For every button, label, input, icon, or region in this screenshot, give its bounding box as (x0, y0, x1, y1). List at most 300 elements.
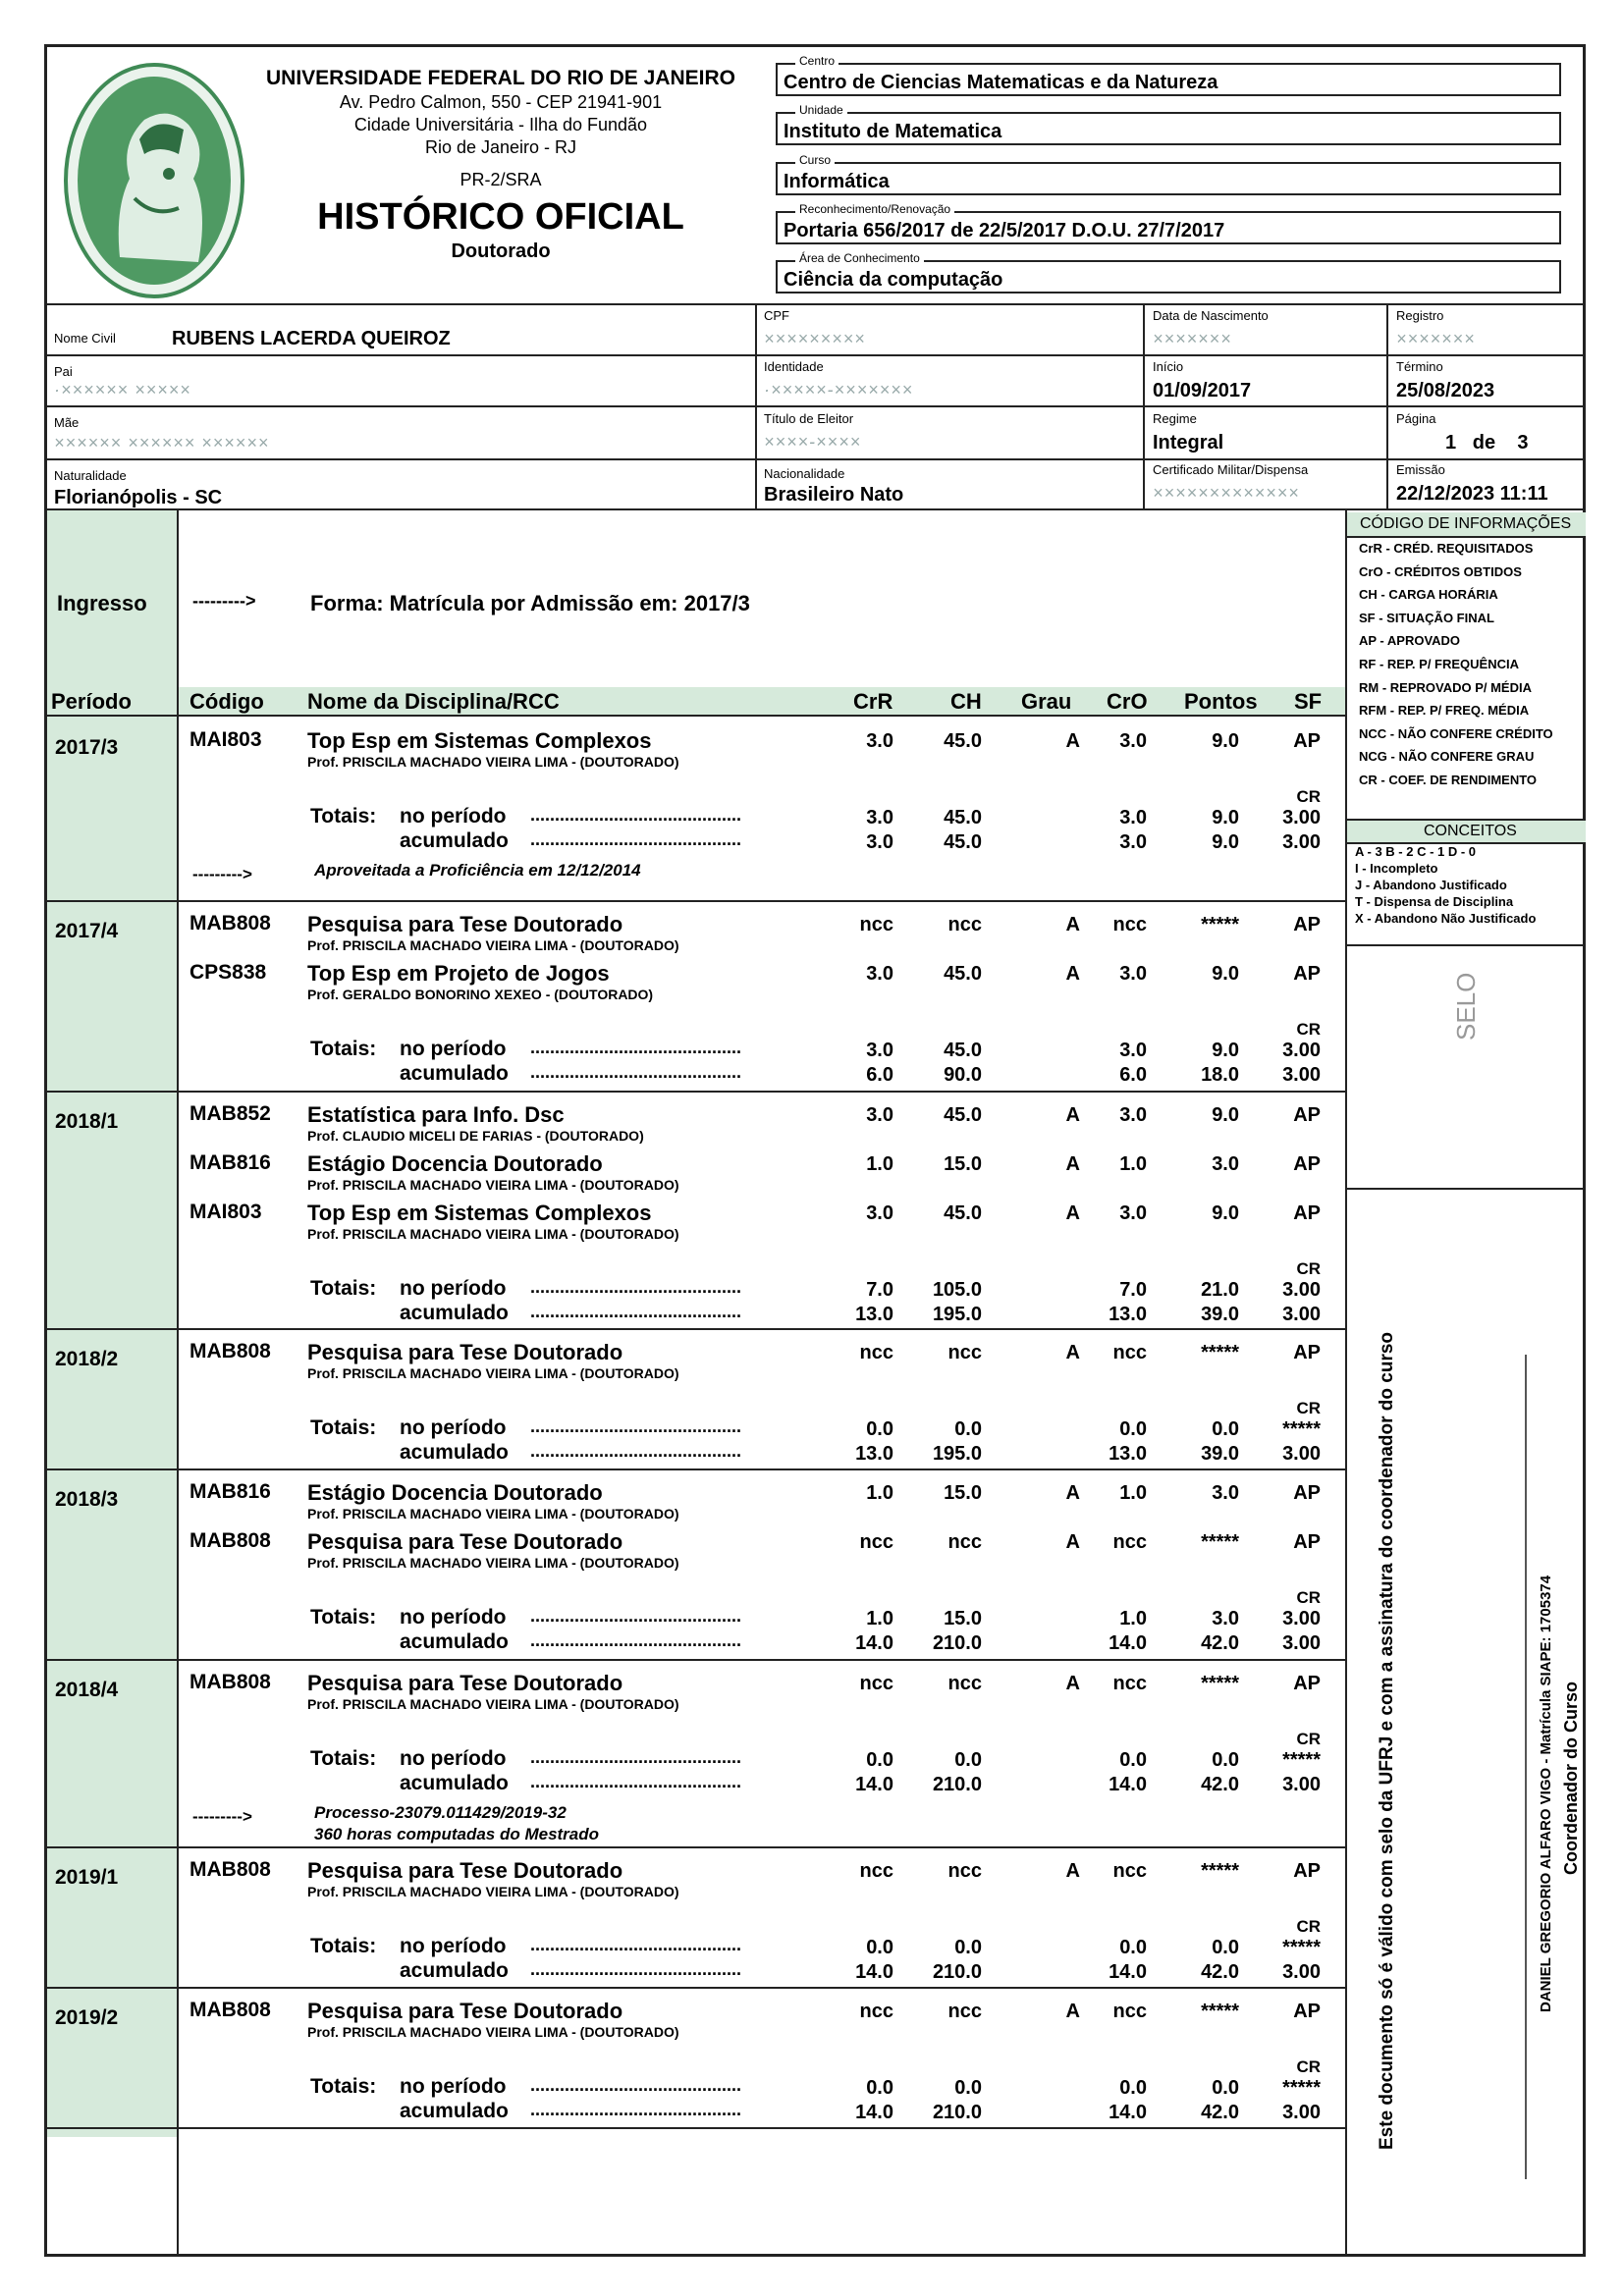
period-name: 2019/1 (55, 1866, 119, 1889)
acumulado-total: 3.0 (866, 831, 893, 853)
course-code: CPS838 (189, 961, 267, 984)
periodo-total: 21.0 (1201, 1279, 1239, 1301)
department: PR-2/SRA (460, 170, 542, 189)
period-name: 2018/3 (55, 1488, 119, 1511)
coordinator-role: Coordenador do Curso (1561, 1682, 1581, 1875)
periodo-total: 9.0 (1212, 807, 1239, 828)
course-grau: A (1065, 1104, 1080, 1126)
regime-label: Regime (1153, 411, 1197, 426)
acumulado-total: 195.0 (932, 1443, 982, 1465)
course-sf: AP (1293, 1153, 1321, 1175)
acumulado-total: 210.0 (932, 2102, 982, 2123)
acumulado-total: 3.00 (1282, 1632, 1321, 1654)
course-code: MAB816 (189, 1151, 271, 1174)
area-field: Área de Conhecimento Ciência da computação (776, 260, 1561, 294)
course-name: Top Esp em Projeto de Jogos (307, 961, 610, 986)
dots-periodo: ........................................... (530, 1038, 742, 1057)
cpf-label: CPF (764, 308, 789, 323)
course-professor: Prof. PRISCILA MACHADO VIEIRA LIMA - (DOUTORADO) (307, 1226, 679, 1242)
identidade-label: Identidade (764, 359, 824, 374)
course-name: Pesquisa para Tese Doutorado (307, 1340, 623, 1364)
student-name: RUBENS LACERDA QUEIROZ (172, 328, 451, 349)
course-professor: Prof. PRISCILA MACHADO VIEIRA LIMA - (DOUTORADO) (307, 1884, 679, 1899)
acumulado-total: 3.00 (1282, 1304, 1321, 1325)
termino-value: 25/08/2023 (1396, 380, 1495, 401)
regime-value: Integral (1153, 432, 1224, 454)
course-ch: 45.0 (944, 963, 982, 985)
course-crr: ncc (859, 1531, 893, 1553)
dots-acumulado: ........................................... (530, 1062, 742, 1082)
course-crr: 1.0 (866, 1153, 893, 1175)
periodo-total: 1.0 (866, 1608, 893, 1629)
course-ch: ncc (947, 1860, 982, 1882)
course-cro: 1.0 (1119, 1482, 1147, 1504)
course-pontos: ***** (1201, 1531, 1239, 1553)
header-periodo: Período (51, 689, 132, 714)
periodo-total: 1.0 (1119, 1608, 1147, 1629)
periodo-total: 0.0 (954, 1937, 982, 1958)
legend-item: RM - REPROVADO P/ MÉDIA (1359, 679, 1532, 695)
course-cro: ncc (1112, 1531, 1147, 1553)
course-pontos: ***** (1201, 1673, 1239, 1694)
periodo-total: ***** (1282, 1937, 1321, 1958)
course-crr: ncc (859, 1860, 893, 1882)
acumulado-total: 3.00 (1282, 2102, 1321, 2123)
acumulado-total: 14.0 (855, 2102, 893, 2123)
periodo-total: 3.00 (1282, 1040, 1321, 1061)
acumulado-label: acumulado (400, 1630, 509, 1653)
dots-periodo: ........................................... (530, 1747, 742, 1767)
course-cro: ncc (1112, 1342, 1147, 1363)
titulo-value: ××××-×××× (764, 432, 862, 452)
course-name: Estatística para Info. Dsc (307, 1102, 565, 1127)
acumulado-label: acumulado (400, 1302, 509, 1324)
course-cro: 3.0 (1119, 1202, 1147, 1224)
totals-label: Totais: (310, 1416, 377, 1439)
course-sf: AP (1293, 1482, 1321, 1504)
dots-acumulado: ........................................... (530, 1302, 742, 1321)
acumulado-total: 6.0 (1119, 1064, 1147, 1086)
course-grau: A (1065, 1482, 1080, 1504)
course-pontos: 9.0 (1212, 730, 1239, 752)
mae-label: Mãe (54, 415, 80, 430)
acumulado-total: 3.00 (1282, 1064, 1321, 1086)
totals-label: Totais: (310, 1935, 377, 1957)
periodo-total: 0.0 (1119, 1418, 1147, 1440)
nome-label: Nome Civil (54, 331, 116, 346)
cr-label: CR (1296, 1399, 1321, 1417)
no-periodo-label: no período (400, 805, 507, 828)
course-grau: A (1065, 2001, 1080, 2022)
periodo-total: 0.0 (1212, 2077, 1239, 2099)
university-name: UNIVERSIDADE FEDERAL DO RIO DE JANEIRO (265, 67, 735, 89)
acumulado-total: 90.0 (944, 1064, 982, 1086)
pai-label: Pai (54, 364, 73, 379)
periodo-total: 3.00 (1282, 1608, 1321, 1629)
course-professor: Prof. CLAUDIO MICELI DE FARIAS - (DOUTORADO) (307, 1128, 644, 1144)
dots-periodo: ........................................... (530, 2075, 742, 2095)
nascimento-value: ××××××× (1153, 329, 1232, 348)
course-grau: A (1065, 1531, 1080, 1553)
dots-periodo: ........................................... (530, 805, 742, 825)
course-name: Pesquisa para Tese Doutorado (307, 1858, 623, 1883)
no-periodo-label: no período (400, 1038, 507, 1060)
ingresso-text: Forma: Matrícula por Admissão em: 2017/3 (310, 591, 750, 615)
course-cro: ncc (1112, 914, 1147, 935)
course-name: Top Esp em Sistemas Complexos (307, 1201, 652, 1225)
course-sf: AP (1293, 914, 1321, 935)
acumulado-total: 3.00 (1282, 1443, 1321, 1465)
course-grau: A (1065, 1342, 1080, 1363)
periodo-total: 0.0 (954, 1749, 982, 1771)
course-ch: ncc (947, 1531, 982, 1553)
course-code: MAI803 (189, 1201, 262, 1223)
periodo-total: 0.0 (954, 1418, 982, 1440)
dots-periodo: ........................................... (530, 1606, 742, 1626)
course-sf: AP (1293, 1342, 1321, 1363)
legend-item: RFM - REP. P/ FREQ. MÉDIA (1359, 703, 1530, 719)
course-code: MAB808 (189, 1858, 271, 1881)
course-professor: Prof. PRISCILA MACHADO VIEIRA LIMA - (DOUTORADO) (307, 1177, 679, 1193)
header-pontos: Pontos (1184, 689, 1258, 714)
inicio-value: 01/09/2017 (1153, 380, 1252, 401)
period-name: 2017/3 (55, 736, 119, 759)
no-periodo-label: no período (400, 2075, 507, 2098)
termino-label: Término (1396, 359, 1443, 374)
course-sf: AP (1293, 1531, 1321, 1553)
registro-value: ××××××× (1396, 329, 1476, 348)
acumulado-total: 3.0 (1119, 831, 1147, 853)
legend-item: SF - SITUAÇÃO FINAL (1359, 610, 1494, 625)
period-name: 2018/2 (55, 1348, 119, 1370)
periodo-total: 3.00 (1282, 807, 1321, 828)
address-line-2: Cidade Universitária - Ilha do Fundão (353, 115, 648, 134)
course-sf: AP (1293, 2001, 1321, 2022)
course-ch: 45.0 (944, 1104, 982, 1126)
course-code: MAB808 (189, 912, 271, 934)
cr-label: CR (1296, 1917, 1321, 1936)
course-cro: ncc (1112, 2001, 1147, 2022)
periodo-total: 0.0 (1119, 2077, 1147, 2099)
periodo-total: 0.0 (1212, 1418, 1239, 1440)
acumulado-total: 42.0 (1201, 1961, 1239, 1983)
conceito-item: T - Dispensa de Disciplina (1355, 894, 1514, 909)
acumulado-total: 42.0 (1201, 1632, 1239, 1654)
periodo-total: 0.0 (866, 1937, 893, 1958)
inicio-label: Início (1153, 359, 1184, 374)
dots-acumulado: ........................................... (530, 1441, 742, 1461)
no-periodo-label: no período (400, 1277, 507, 1300)
note-line-1: Processo-23079.011429/2019-32 (314, 1803, 567, 1822)
acumulado-label: acumulado (400, 1772, 509, 1794)
militar-value: ××××××××××××× (1153, 483, 1300, 503)
naturalidade-label: Naturalidade (54, 468, 127, 483)
ufrj-logo (61, 61, 247, 301)
note-line-1: Aproveitada a Proficiência em 12/12/2014 (314, 861, 641, 880)
periodo-total: 105.0 (932, 1279, 982, 1301)
no-periodo-label: no período (400, 1416, 507, 1439)
no-periodo-label: no período (400, 1935, 507, 1957)
course-ch: ncc (947, 1342, 982, 1363)
periodo-total: ***** (1282, 1418, 1321, 1440)
course-cro: 3.0 (1119, 1104, 1147, 1126)
acumulado-total: 14.0 (1109, 1961, 1147, 1983)
cr-label: CR (1296, 1259, 1321, 1278)
course-crr: 3.0 (866, 1202, 893, 1224)
acumulado-total: 195.0 (932, 1304, 982, 1325)
dots-periodo: ........................................... (530, 1277, 742, 1297)
course-cro: 3.0 (1119, 963, 1147, 985)
course-code: MAB808 (189, 1671, 271, 1693)
dots-acumulado: ........................................... (530, 1959, 742, 1979)
course-code: MAI803 (189, 728, 262, 751)
conceito-item: A - 3 B - 2 C - 1 D - 0 (1355, 844, 1477, 859)
course-pontos: 3.0 (1212, 1482, 1239, 1504)
nacionalidade-value: Brasileiro Nato (764, 484, 904, 506)
legend-item: CR - COEF. DE RENDIMENTO (1359, 772, 1538, 787)
conceito-item: X - Abandono Não Justificado (1355, 911, 1537, 926)
coordinator-name: DANIEL GREGORIO ALFARO VIGO - Matrícula SIAPE: 1705374 (1538, 1575, 1554, 2012)
periodo-total: 3.0 (1212, 1608, 1239, 1629)
signature-line (1525, 1355, 1527, 2179)
period-name: 2017/4 (55, 920, 119, 942)
course-crr: 3.0 (866, 963, 893, 985)
course-sf: AP (1293, 1673, 1321, 1694)
course-crr: 3.0 (866, 1104, 893, 1126)
course-crr: ncc (859, 914, 893, 935)
course-crr: 3.0 (866, 730, 893, 752)
dots-periodo: ........................................... (530, 1935, 742, 1954)
course-grau: A (1065, 1860, 1080, 1882)
cr-label: CR (1296, 2057, 1321, 2076)
ingresso-label: Ingresso (57, 591, 147, 615)
periodo-total: 0.0 (866, 1749, 893, 1771)
periodo-total: 0.0 (1212, 1937, 1239, 1958)
document-title: HISTÓRICO OFICIAL (317, 196, 684, 238)
degree-level: Doutorado (451, 240, 551, 262)
course-sf: AP (1293, 1202, 1321, 1224)
course-pontos: ***** (1201, 2001, 1239, 2022)
course-grau: A (1065, 1202, 1080, 1224)
acumulado-total: 9.0 (1212, 831, 1239, 853)
nacionalidade-label: Nacionalidade (764, 466, 845, 481)
pai-value: ·×××××× ××××× (54, 380, 191, 400)
ingresso-arrow: ---------> (192, 591, 256, 611)
periodo-total: 3.0 (866, 1040, 893, 1061)
totals-label: Totais: (310, 1606, 377, 1629)
acumulado-total: 3.00 (1282, 1774, 1321, 1795)
periodo-total: 0.0 (866, 1418, 893, 1440)
periodo-total: 45.0 (944, 1040, 982, 1061)
header-cro: CrO (1107, 689, 1148, 714)
periodo-total: 0.0 (1212, 1749, 1239, 1771)
course-name: Pesquisa para Tese Doutorado (307, 912, 623, 936)
totals-label: Totais: (310, 1277, 377, 1300)
pagina-label: Página (1396, 411, 1436, 426)
acumulado-total: 13.0 (1109, 1443, 1147, 1465)
course-professor: Prof. PRISCILA MACHADO VIEIRA LIMA - (DOUTORADO) (307, 1696, 679, 1712)
reconhecimento-field: Reconhecimento/Renovação Portaria 656/2017 de 22/5/2017 D.O.U. 27/7/2017 (776, 211, 1561, 244)
totals-label: Totais: (310, 805, 377, 828)
emissao-label: Emissão (1396, 462, 1445, 477)
periodo-total: 45.0 (944, 807, 982, 828)
acumulado-total: 3.00 (1282, 831, 1321, 853)
acumulado-total: 210.0 (932, 1961, 982, 1983)
course-pontos: 9.0 (1212, 1202, 1239, 1224)
acumulado-label: acumulado (400, 829, 509, 852)
acumulado-total: 18.0 (1201, 1064, 1239, 1086)
course-ch: 15.0 (944, 1153, 982, 1175)
legend-item: AP - APROVADO (1359, 633, 1461, 649)
acumulado-label: acumulado (400, 2100, 509, 2122)
course-professor: Prof. PRISCILA MACHADO VIEIRA LIMA - (DOUTORADO) (307, 1506, 679, 1522)
acumulado-total: 13.0 (855, 1443, 893, 1465)
conceito-item: I - Incompleto (1355, 861, 1438, 876)
course-professor: Prof. PRISCILA MACHADO VIEIRA LIMA - (DOUTORADO) (307, 1555, 679, 1571)
course-sf: AP (1293, 1860, 1321, 1882)
dots-acumulado: ........................................... (530, 1772, 742, 1791)
cr-label: CR (1296, 1588, 1321, 1607)
acumulado-total: 3.00 (1282, 1961, 1321, 1983)
course-pontos: 9.0 (1212, 963, 1239, 985)
header-grau: Grau (1021, 689, 1072, 714)
course-code: MAB808 (189, 1999, 271, 2021)
course-professor: Prof. PRISCILA MACHADO VIEIRA LIMA - (DOUTORADO) (307, 754, 679, 770)
course-code: MAB808 (189, 1340, 271, 1362)
periodo-total: 0.0 (866, 2077, 893, 2099)
note-arrow: ---------> (192, 1807, 252, 1826)
course-grau: A (1065, 914, 1080, 935)
minerva-emblem-icon (61, 61, 247, 301)
legend-item: RF - REP. P/ FREQUÊNCIA (1359, 656, 1520, 671)
header-nome: Nome da Disciplina/RCC (307, 689, 560, 714)
acumulado-total: 14.0 (855, 1632, 893, 1654)
dots-acumulado: ........................................... (530, 1630, 742, 1650)
header-sf: SF (1294, 689, 1323, 714)
acumulado-total: 14.0 (855, 1961, 893, 1983)
conceitos-title: CONCEITOS (1424, 823, 1517, 839)
acumulado-total: 42.0 (1201, 1774, 1239, 1795)
course-ch: 45.0 (944, 1202, 982, 1224)
legend-item: CH - CARGA HORÁRIA (1359, 587, 1498, 603)
course-professor: Prof. PRISCILA MACHADO VIEIRA LIMA - (DOUTORADO) (307, 937, 679, 953)
course-crr: ncc (859, 2001, 893, 2022)
dots-acumulado: ........................................... (530, 2100, 742, 2119)
course-pontos: ***** (1201, 1342, 1239, 1363)
course-grau: A (1065, 1673, 1080, 1694)
mae-value: ×××××× ×××××× ×××××× (54, 433, 270, 453)
emissao-value: 22/12/2023 11:11 (1396, 483, 1548, 505)
note-arrow: ---------> (192, 865, 252, 883)
acumulado-total: 45.0 (944, 831, 982, 853)
acumulado-label: acumulado (400, 1062, 509, 1085)
periodo-total: 15.0 (944, 1608, 982, 1629)
period-name: 2018/4 (55, 1679, 119, 1701)
acumulado-total: 14.0 (855, 1774, 893, 1795)
course-pontos: ***** (1201, 914, 1239, 935)
totals-label: Totais: (310, 2075, 377, 2098)
acumulado-total: 14.0 (1109, 1632, 1147, 1654)
course-ch: 15.0 (944, 1482, 982, 1504)
course-name: Pesquisa para Tese Doutorado (307, 1529, 623, 1554)
acumulado-total: 14.0 (1109, 1774, 1147, 1795)
course-crr: ncc (859, 1673, 893, 1694)
unidade-field: Unidade Instituto de Matematica (776, 112, 1561, 145)
periodo-total: 7.0 (1119, 1279, 1147, 1301)
course-crr: 1.0 (866, 1482, 893, 1504)
course-ch: ncc (947, 2001, 982, 2022)
conceito-item: J - Abandono Justificado (1355, 878, 1507, 892)
legend-item: NCC - NÃO CONFERE CRÉDITO (1359, 725, 1553, 741)
course-cro: 1.0 (1119, 1153, 1147, 1175)
no-periodo-label: no período (400, 1747, 507, 1770)
course-ch: ncc (947, 1673, 982, 1694)
totals-label: Totais: (310, 1038, 377, 1060)
university-header (245, 67, 756, 263)
course-cro: ncc (1112, 1860, 1147, 1882)
periodo-total: 3.0 (866, 807, 893, 828)
registro-label: Registro (1396, 308, 1444, 323)
course-name: Pesquisa para Tese Doutorado (307, 1999, 623, 2023)
legend-title: CÓDIGO DE INFORMAÇÕES (1360, 515, 1572, 532)
titulo-label: Título de Eleitor (764, 411, 854, 426)
centro-field: Centro Centro de Ciencias Matematicas e da Natureza (776, 63, 1561, 96)
acumulado-total: 39.0 (1201, 1304, 1239, 1325)
course-code: MAB816 (189, 1480, 271, 1503)
address-line-1: Av. Pedro Calmon, 550 - CEP 21941-901 (339, 92, 663, 112)
periodo-total: ***** (1282, 2077, 1321, 2099)
legend-list (1359, 537, 1553, 792)
periodo-total: 0.0 (954, 2077, 982, 2099)
acumulado-total: 39.0 (1201, 1443, 1239, 1465)
validity-statement: Este documento só é válido com selo da UFRJ e com a assinatura do coordenador do curso (1377, 1331, 1397, 2150)
address-line-3: Rio de Janeiro - RJ (424, 137, 577, 157)
pagina-value: 1 de 3 (1445, 432, 1529, 454)
cr-label: CR (1296, 787, 1321, 806)
course-name: Top Esp em Sistemas Complexos (307, 728, 652, 753)
nascimento-label: Data de Nascimento (1153, 308, 1269, 323)
cpf-value: ××××××××× (764, 329, 866, 348)
periodo-total: ***** (1282, 1749, 1321, 1771)
periodo-total: 3.0 (1119, 1040, 1147, 1061)
acumulado-total: 210.0 (932, 1774, 982, 1795)
acumulado-total: 42.0 (1201, 2102, 1239, 2123)
note-line-2: 360 horas computadas do Mestrado (314, 1825, 600, 1843)
course-ch: ncc (947, 914, 982, 935)
no-periodo-label: no período (400, 1606, 507, 1629)
conceitos-list (1355, 843, 1536, 927)
course-sf: AP (1293, 1104, 1321, 1126)
periodo-total: 0.0 (1119, 1749, 1147, 1771)
course-sf: AP (1293, 963, 1321, 985)
cr-label: CR (1296, 1020, 1321, 1039)
course-name: Pesquisa para Tese Doutorado (307, 1671, 623, 1695)
dots-acumulado: ........................................... (530, 829, 742, 849)
course-grau: A (1065, 1153, 1080, 1175)
course-pontos: 9.0 (1212, 1104, 1239, 1126)
course-professor: Prof. PRISCILA MACHADO VIEIRA LIMA - (DOUTORADO) (307, 2024, 679, 2040)
header-ch: CH (950, 689, 982, 714)
period-name: 2019/2 (55, 2006, 119, 2029)
legend-item: CrO - CRÉDITOS OBTIDOS (1359, 563, 1522, 579)
acumulado-total: 13.0 (1109, 1304, 1147, 1325)
cr-label: CR (1296, 1730, 1321, 1748)
course-professor: Prof. PRISCILA MACHADO VIEIRA LIMA - (DOUTORADO) (307, 1365, 679, 1381)
course-sf: AP (1293, 730, 1321, 752)
acumulado-label: acumulado (400, 1441, 509, 1464)
legend-item: CrR - CRÉD. REQUISITADOS (1359, 541, 1534, 556)
selo-text: SELO (1451, 972, 1481, 1041)
